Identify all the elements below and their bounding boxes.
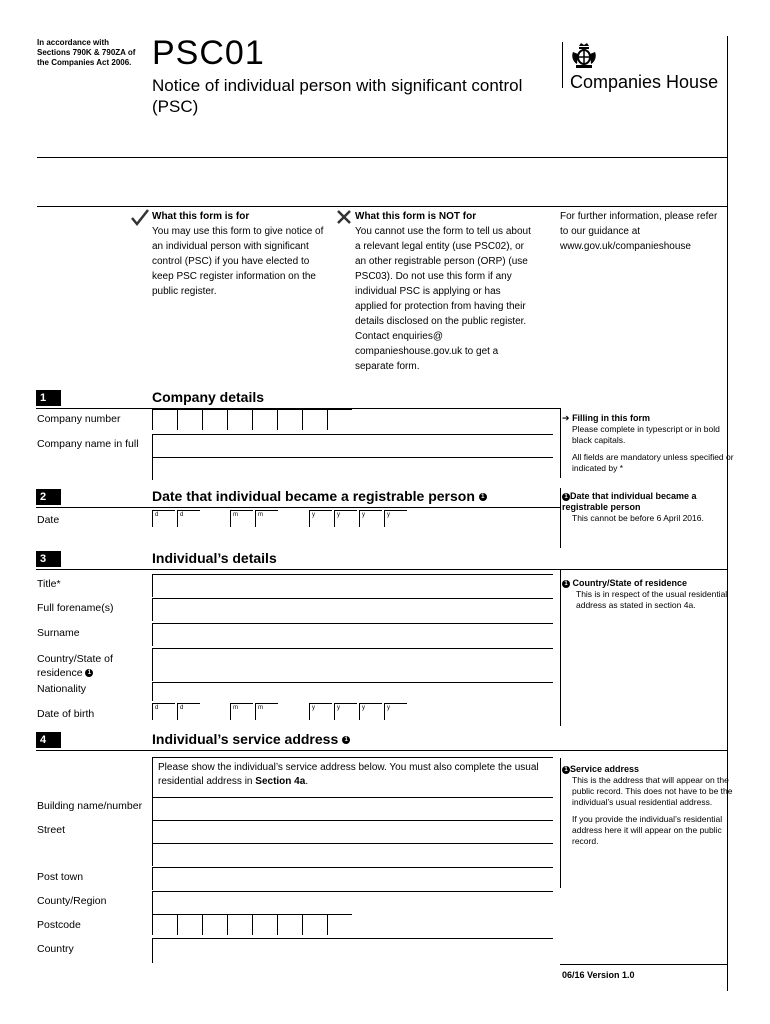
- logo-text: Companies House: [570, 72, 719, 92]
- royal-crest-icon: [570, 42, 598, 70]
- forenames-field[interactable]: [152, 598, 553, 621]
- company-number-box[interactable]: [327, 409, 352, 430]
- building-label: Building name/number: [37, 800, 143, 812]
- county-field[interactable]: [152, 891, 553, 914]
- company-number-box[interactable]: [227, 409, 252, 430]
- postcode-box[interactable]: [202, 914, 227, 935]
- surname-label: Surname: [37, 627, 80, 639]
- section1-title: Company details: [152, 389, 265, 405]
- postcode-box[interactable]: [152, 914, 177, 935]
- section4-number: 4: [36, 732, 61, 748]
- postcode-box[interactable]: [327, 914, 352, 935]
- country-field[interactable]: [152, 938, 553, 963]
- street-field-line2[interactable]: [152, 843, 553, 866]
- info-bullet-icon: 1: [342, 736, 350, 744]
- date-month-box[interactable]: m: [255, 510, 278, 527]
- info-bullet-icon: 1: [562, 580, 570, 588]
- title-label: Title*: [37, 578, 61, 590]
- postcode-boxes[interactable]: [152, 914, 352, 936]
- filling-form-body1: Please complete in typescript or in bold black capitals.: [572, 424, 720, 445]
- dob-boxes[interactable]: [152, 703, 412, 723]
- section3-side-rule: [560, 569, 561, 726]
- company-number-boxes[interactable]: [152, 409, 352, 431]
- nationality-field[interactable]: [152, 682, 553, 701]
- country-residence-field[interactable]: [152, 648, 553, 681]
- header-rule: [37, 157, 727, 158]
- company-name-field-line2[interactable]: [152, 457, 553, 480]
- company-number-box[interactable]: [277, 409, 302, 430]
- cross-icon: [336, 209, 352, 225]
- date-day-box[interactable]: d: [177, 510, 200, 527]
- section2-title: Date that individual became a registrable person: [152, 488, 475, 504]
- postcode-box[interactable]: [177, 914, 202, 935]
- footer-rule: [560, 964, 727, 965]
- arrow-right-icon: ➔: [562, 413, 570, 423]
- company-number-label: Company number: [37, 413, 121, 425]
- postcode-label: Postcode: [37, 919, 81, 931]
- surname-field[interactable]: [152, 623, 553, 646]
- company-number-box[interactable]: [202, 409, 227, 430]
- section2-number: 2: [36, 489, 61, 505]
- street-label: Street: [37, 824, 66, 836]
- forenames-label: Full forename(s): [37, 602, 114, 614]
- guidance-text: For further information, please refer to our guidance at www.gov.uk/companieshouse: [560, 211, 718, 252]
- section3-title: Individual’s details: [152, 550, 277, 566]
- country-residence-label: Country/State of residence 1: [37, 653, 113, 679]
- not-for-body: You cannot use the form to tell us about a relevant legal entity (use PSC02), or an other registrable person (ORP) (use PSC03). Do not use this form if any individual PSC is applying or has applied for protection from having their details disclosed on the public register. Contact enquiries@ companieshouse.gov.uk to get a separate form.: [355, 226, 531, 372]
- logo-divider: [562, 42, 563, 88]
- dob-label: Date of birth: [37, 708, 95, 720]
- dob-year-box[interactable]: y: [384, 703, 407, 720]
- section2-side-rule: [560, 488, 561, 548]
- section3-number: 3: [36, 551, 61, 567]
- date-side-heading: Date that individual became a registrable person: [562, 491, 697, 512]
- date-year-box[interactable]: y: [359, 510, 382, 527]
- section1-number: 1: [36, 390, 61, 406]
- date-year-box[interactable]: y: [334, 510, 357, 527]
- nationality-label: Nationality: [37, 683, 87, 695]
- building-field[interactable]: [152, 797, 553, 820]
- service-address-instruction-box: Please show the individual’s service address below. You must also complete the usual residential address in Section 4a.: [152, 757, 553, 798]
- country-label: Country: [37, 943, 74, 955]
- version-label: 06/16 Version 1.0: [562, 970, 635, 980]
- check-icon: [130, 207, 150, 227]
- postcode-box[interactable]: [252, 914, 277, 935]
- filling-form-body2: All fields are mandatory unless specified or indicated by *: [572, 452, 734, 473]
- info-bullet-icon: 1: [562, 766, 570, 774]
- for-body: You may use this form to give notice of an individual person with significant control (PSC) if you have elected to keep PSC register information on the public register.: [152, 226, 324, 297]
- dob-month-box[interactable]: m: [255, 703, 278, 720]
- info-bullet-icon: 1: [479, 493, 487, 501]
- title-field[interactable]: [152, 574, 553, 597]
- section4-rule: [36, 750, 727, 751]
- post-town-field[interactable]: [152, 867, 553, 890]
- section4-side-rule: [560, 758, 561, 888]
- date-year-box[interactable]: y: [384, 510, 407, 527]
- filling-form-heading: Filling in this form: [572, 413, 651, 423]
- date-boxes[interactable]: [152, 510, 412, 530]
- dob-year-box[interactable]: y: [334, 703, 357, 720]
- info-bullet-icon: 1: [85, 669, 93, 677]
- for-heading: What this form is for: [152, 211, 250, 222]
- dob-month-box[interactable]: m: [230, 703, 253, 720]
- section4-title: Individual’s service address: [152, 731, 339, 747]
- country-side-body: This is in respect of the usual residential address as stated in section 4a.: [576, 589, 728, 610]
- legal-note: In accordance with Sections 790K & 790ZA of the Companies Act 2006.: [37, 38, 136, 67]
- post-town-label: Post town: [37, 871, 84, 883]
- date-side-body: This cannot be before 6 April 2016.: [572, 513, 704, 523]
- company-number-box[interactable]: [302, 409, 327, 430]
- dob-day-box[interactable]: d: [152, 703, 175, 720]
- date-year-box[interactable]: y: [309, 510, 332, 527]
- company-name-label: Company name in full: [37, 438, 139, 450]
- street-field-line1[interactable]: [152, 820, 553, 843]
- info-bullet-icon: 1: [562, 493, 570, 501]
- date-label: Date: [37, 514, 60, 526]
- country-side-heading: Country/State of residence: [572, 578, 688, 588]
- dob-year-box[interactable]: y: [309, 703, 332, 720]
- dob-day-box[interactable]: d: [177, 703, 200, 720]
- postcode-box[interactable]: [277, 914, 302, 935]
- service-side-body2: If you provide the individual’s residential address here it will appear on the public record.: [572, 814, 723, 846]
- date-day-box[interactable]: d: [152, 510, 175, 527]
- company-number-box[interactable]: [177, 409, 202, 430]
- section3-rule: [36, 569, 727, 570]
- date-month-box[interactable]: m: [230, 510, 253, 527]
- not-for-heading: What this form is NOT for: [355, 211, 477, 222]
- postcode-box[interactable]: [302, 914, 327, 935]
- company-number-box[interactable]: [152, 409, 177, 430]
- service-side-body1: This is the address that will appear on the public record. This does not have to be the individual’s usual residential address.: [572, 775, 733, 807]
- company-name-field-line1[interactable]: [152, 434, 553, 457]
- dob-year-box[interactable]: y: [359, 703, 382, 720]
- section2-rule: [36, 507, 561, 508]
- form-code: PSC01: [152, 34, 265, 72]
- county-label: County/Region: [37, 895, 107, 907]
- service-side-heading: Service address: [570, 764, 640, 774]
- company-number-box[interactable]: [252, 409, 277, 430]
- section1-side-rule: [560, 408, 561, 478]
- postcode-box[interactable]: [227, 914, 252, 935]
- form-title: Notice of individual person with significant control (PSC): [152, 76, 523, 116]
